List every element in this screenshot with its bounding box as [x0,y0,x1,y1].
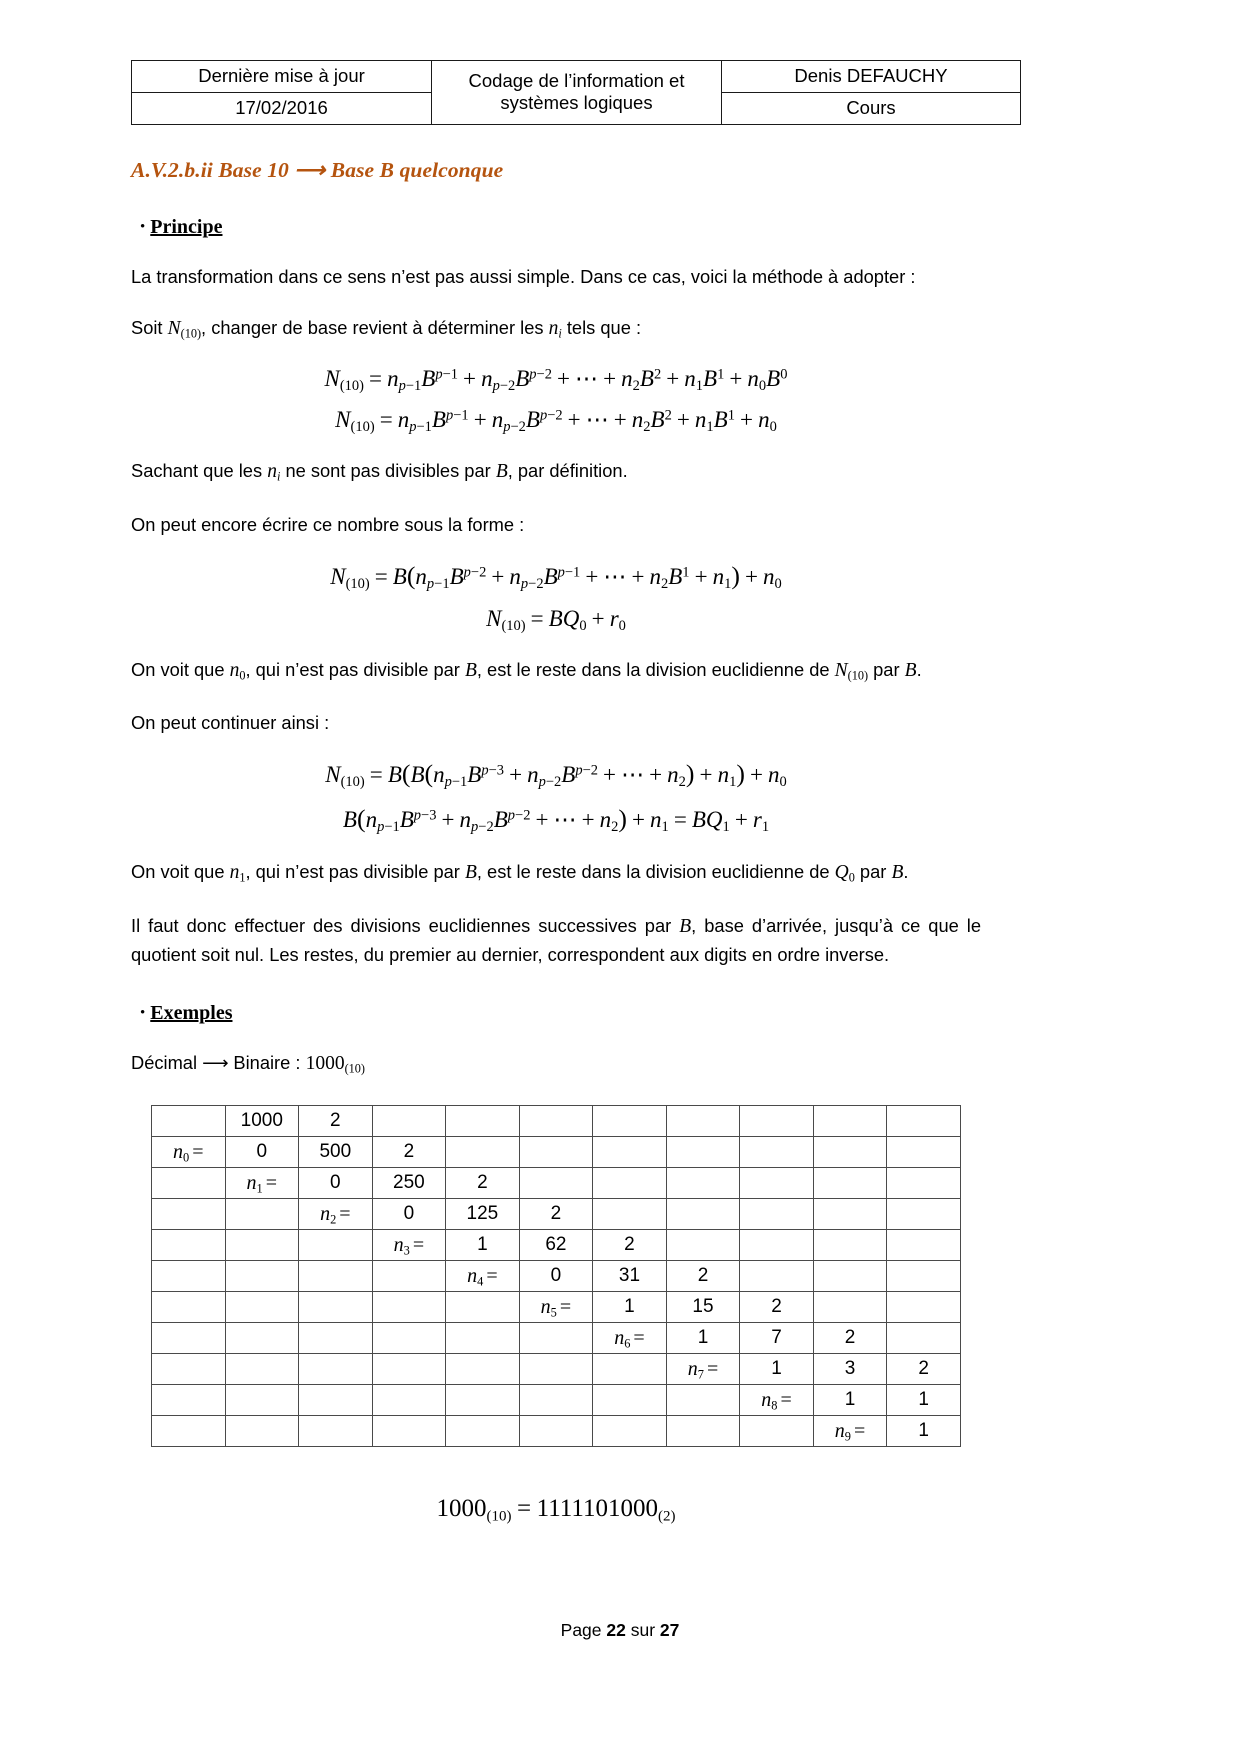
table-cell-empty [152,1415,226,1446]
table-cell-empty [225,1198,299,1229]
table-cell-empty [519,1167,593,1198]
table-cell-empty [372,1105,446,1136]
table-cell-empty [593,1415,667,1446]
table-cell-value: 2 [299,1105,373,1136]
table-cell-empty [593,1136,667,1167]
result-equals: = [517,1494,532,1522]
table-cell-empty [372,1291,446,1322]
result-lhs: 1000 [436,1494,487,1522]
table-row [152,1353,961,1384]
table-row [152,1291,961,1322]
table-row [152,1322,961,1353]
inline-math-B-4: B [464,861,477,883]
table-row [152,1260,961,1291]
table-cell-empty [225,1415,299,1446]
footer-prefix: Page [560,1620,607,1640]
subsection-exemples-heading [140,1002,981,1025]
table-cell-value: 1 [740,1353,814,1384]
table-row [152,1229,961,1260]
table-cell-empty [372,1384,446,1415]
example-caption [131,1049,981,1079]
inline-math-ni: $n_i$ [548,318,562,341]
table-cell-empty [152,1291,226,1322]
table-cell-empty [446,1105,520,1136]
inline-math-B-2: B [464,659,477,681]
table-cell-value: 1000 [225,1105,299,1136]
table-cell-empty [666,1136,740,1167]
table-cell-empty [299,1322,373,1353]
table-cell-value: 2 [372,1136,446,1167]
table-cell-empty [740,1415,814,1446]
paragraph-soit-n: Soit $N_{(10)}$, changer de base revient à déterminer les $n_i$ tels que : [131,317,642,341]
table-cell-empty [372,1322,446,1353]
table-cell-value: 500 [299,1136,373,1167]
table-cell-value: 62 [519,1229,593,1260]
table-cell-value: 250 [372,1167,446,1198]
table-cell-empty [887,1229,961,1260]
inline-math-n0: $n_0$ [229,659,246,682]
inline-math-B-5: B [891,861,904,883]
paragraph-principe-intro: La transformation dans ce sens n’est pas aussi simple. Dans ce cas, voici la méthode à adopter : [131,265,916,287]
table-cell-empty [446,1415,520,1446]
table-cell-empty [372,1260,446,1291]
table-cell-value: 0 [372,1198,446,1229]
table-cell-value: 1 [887,1384,961,1415]
table-cell-empty [152,1229,226,1260]
table-cell-value: 15 [666,1291,740,1322]
table-cell-empty [740,1105,814,1136]
table-row [152,1167,961,1198]
table-row [152,1105,961,1136]
table-cell-n-label: $n_8$ = [740,1384,814,1415]
table-cell-empty [225,1229,299,1260]
table-cell-empty [152,1353,226,1384]
table-cell-value: 0 [299,1167,373,1198]
footer-page-number: 22 [606,1620,626,1640]
table-cell-empty [519,1384,593,1415]
table-cell-empty [593,1105,667,1136]
table-cell-empty [152,1384,226,1415]
header-author: Denis DEFAUCHY [722,61,1021,93]
page-footer [0,1620,1240,1641]
table-cell-value: 1 [666,1322,740,1353]
table-cell-value: 3 [813,1353,887,1384]
header-subject: Codage de l’information et systèmes logiques [432,61,722,125]
table-cell-n-label: $n_1$ = [225,1167,299,1198]
table-cell-value: 125 [446,1198,520,1229]
header-last-update-label: Dernière mise à jour [132,61,432,93]
table-cell-empty [519,1353,593,1384]
table-cell-value: 1 [446,1229,520,1260]
table-cell-empty [299,1260,373,1291]
table-cell-empty [887,1198,961,1229]
table-cell-empty [225,1291,299,1322]
table-cell-empty [813,1229,887,1260]
division-table-wrapper [131,1105,981,1447]
table-cell-empty [666,1198,740,1229]
table-cell-empty [740,1167,814,1198]
subsection-exemples-label: Exemples [150,1001,233,1024]
table-cell-empty [299,1384,373,1415]
table-cell-empty [225,1260,299,1291]
table-cell-empty [666,1167,740,1198]
table-cell-n-label: $n_0$ = [152,1136,226,1167]
equation-6: $B(n_{p-1}B^{p-3} + n_{p-2}B^{p-2}$ + ⋯ + $n_2) + n_1 = BQ_1 + r_1$ [342,803,770,835]
table-cell-empty [519,1105,593,1136]
table-cell-empty [519,1322,593,1353]
table-cell-empty [887,1322,961,1353]
table-cell-n-label: $n_5$ = [519,1291,593,1322]
inline-math-ni-2: $n_i$ [267,461,281,484]
paragraph-on-voit-n0: On voit que $n_0$, qui n’est pas divisible par B, est le reste dans la division euclidienne de $N_{(10)}$ par B. [131,658,922,682]
table-cell-empty [666,1384,740,1415]
bullet-icon-2: • [140,1004,146,1021]
header-last-update-value: 17/02/2016 [132,92,432,124]
table-cell-empty [740,1198,814,1229]
table-cell-empty [813,1105,887,1136]
table-cell-value: 2 [446,1167,520,1198]
table-cell-empty [813,1198,887,1229]
table-cell-value: 1 [887,1415,961,1446]
table-cell-empty [152,1322,226,1353]
table-cell-empty [666,1105,740,1136]
table-cell-value: 31 [593,1260,667,1291]
table-cell-value: 2 [666,1260,740,1291]
table-cell-empty [299,1291,373,1322]
result-equation [131,1495,981,1523]
table-cell-empty [446,1322,520,1353]
table-cell-empty [593,1353,667,1384]
table-cell-empty [887,1136,961,1167]
inline-math-n1: $n_1$ [229,861,246,885]
table-cell-value: 2 [740,1291,814,1322]
paragraph-on-voit-n1: On voit que $n_1$, qui n’est pas divisible par B, est le reste dans la division euclidienne de $Q_0$ par B. [131,860,909,885]
table-cell-empty [813,1136,887,1167]
table-cell-empty [225,1322,299,1353]
inline-math-B-3: B [904,659,917,681]
table-cell-n-label: $n_3$ = [372,1229,446,1260]
table-cell-empty [887,1260,961,1291]
table-cell-empty [813,1167,887,1198]
paragraph-sachant: Sachant que les $n_i$ ne sont pas divisibles par B, par définition. [131,460,628,484]
header-doc-type: Cours [722,92,1021,124]
table-cell-value: 2 [887,1353,961,1384]
result-lhs-base: (10) [486,1508,512,1525]
example-caption-number: $1000_{(10)}$ [305,1052,365,1076]
table-cell-empty [887,1105,961,1136]
page-content [131,60,981,1523]
inline-math-n10-2: $N_{(10)}$ [834,659,869,682]
table-cell-empty [887,1291,961,1322]
section-title: A.V.2.b.ii Base 10 ⟶ Base B quelconque [131,157,504,182]
table-cell-n-label: $n_2$ = [299,1198,373,1229]
table-cell-value: 0 [519,1260,593,1291]
table-cell-value: 1 [813,1384,887,1415]
subsection-principe-heading [140,216,981,239]
table-cell-n-label: $n_7$ = [666,1353,740,1384]
table-cell-empty [519,1136,593,1167]
table-cell-empty [740,1260,814,1291]
header-row-top [132,61,1021,93]
table-cell-empty [666,1229,740,1260]
table-cell-empty [225,1353,299,1384]
table-cell-value: 1 [593,1291,667,1322]
table-cell-value: 2 [813,1322,887,1353]
document-header-table [131,60,1021,125]
example-caption-prefix: Décimal [131,1051,203,1073]
table-cell-empty [593,1198,667,1229]
table-cell-empty [666,1415,740,1446]
equation-1: $N_{(10)} = n_{p-1}B^{p-1} + n_{p-2}B^{p-2}$ + ⋯ + $n_2B^2 + n_1B^1 + n_0B^0$ [324,366,788,395]
table-cell-empty [299,1415,373,1446]
footer-total-pages: 27 [659,1620,680,1640]
table-row [152,1384,961,1415]
example-caption-suffix: Binaire : [228,1051,306,1073]
table-cell-empty [152,1198,226,1229]
result-rhs: 1111101000 [536,1494,658,1522]
table-cell-empty [446,1136,520,1167]
equation-4: $N_{(10)} = BQ_0 + r_0$ [486,605,626,634]
table-cell-empty [372,1415,446,1446]
table-cell-empty [299,1229,373,1260]
table-cell-empty [299,1353,373,1384]
paragraph-conclusion: Il faut donc effectuer des divisions euclidiennes successives par B, base d’arrivée, jusqu’à ce que le quotient soit nul. Les restes, du premier au dernier, correspondent aux digits en ordre inverse. [131,914,982,966]
arrow-icon: ⟶ [202,1052,229,1073]
table-cell-empty [152,1105,226,1136]
inline-math-B: B [495,461,508,483]
table-row [152,1415,961,1446]
table-cell-n-label: $n_4$ = [446,1260,520,1291]
table-cell-value: 2 [593,1229,667,1260]
table-row [152,1198,961,1229]
footer-middle: sur [625,1620,660,1640]
table-cell-value: 2 [519,1198,593,1229]
table-cell-empty [740,1229,814,1260]
result-rhs-base: (2) [657,1508,676,1525]
paragraph-continuer: On peut continuer ainsi : [131,712,330,734]
paragraph-forme: On peut encore écrire ce nombre sous la forme : [131,513,525,535]
equation-2: $N_{(10)} = n_{p-1}B^{p-1} + n_{p-2}B^{p-2}$ + ⋯ + $n_2B^2 + n_1B^1 + n_0$ [335,407,777,436]
table-cell-empty [152,1167,226,1198]
table-cell-empty [152,1260,226,1291]
table-cell-empty [519,1415,593,1446]
table-cell-n-label: $n_9$ = [813,1415,887,1446]
table-cell-empty [225,1384,299,1415]
table-cell-empty [372,1353,446,1384]
table-cell-empty [446,1291,520,1322]
table-cell-empty [813,1260,887,1291]
equation-5: $N_{(10)} = B(B(n_{p-1}B^{p-3} + n_{p-2}B^{p-2}$ + ⋯ + $n_2) + n_1) + n_0$ [325,758,787,790]
equation-3: $N_{(10)} = B(n_{p-1}B^{p-2} + n_{p-2}B^{p-1}$ + ⋯ + $n_2B^1 + n_1) + n_0$ [330,560,782,592]
table-cell-empty [813,1291,887,1322]
table-cell-empty [593,1384,667,1415]
table-cell-empty [446,1353,520,1384]
inline-math-Q0: $Q_0$ [834,861,855,885]
table-cell-value: 7 [740,1322,814,1353]
table-cell-empty [446,1384,520,1415]
subsection-principe-label: Principe [150,215,223,238]
bullet-icon: • [140,218,146,235]
euclidean-division-table [151,1105,961,1447]
table-cell-n-label: $n_6$ = [593,1322,667,1353]
table-cell-empty [740,1136,814,1167]
table-row [152,1136,961,1167]
table-cell-empty [593,1167,667,1198]
inline-math-n10: $N_{(10)}$ [167,318,202,341]
table-cell-empty [887,1167,961,1198]
inline-math-B-6: B [679,915,692,937]
table-cell-value: 0 [225,1136,299,1167]
